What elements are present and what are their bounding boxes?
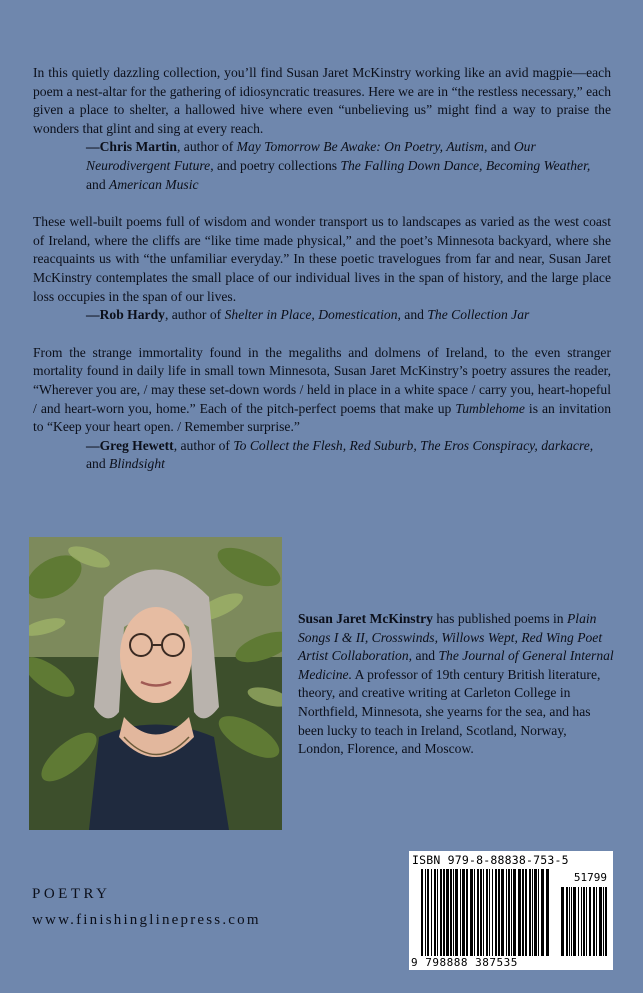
barcode-bar bbox=[506, 869, 507, 956]
text-run: has published poems in bbox=[432, 611, 567, 626]
blurb-author: —Rob Hardy bbox=[86, 307, 165, 323]
italic-title: American Music bbox=[109, 176, 199, 192]
isbn-text: ISBN 979-8-88838-753-5 bbox=[412, 853, 569, 867]
barcode-bar bbox=[522, 869, 524, 956]
text-run: is an invitation to “Keep your heart open. / Remember surprise.” bbox=[33, 400, 611, 435]
barcode-bar bbox=[443, 869, 445, 956]
barcode-bar bbox=[529, 869, 531, 956]
barcode-bar bbox=[532, 869, 533, 956]
barcode-bar bbox=[501, 869, 504, 956]
barcode-bar bbox=[446, 869, 449, 956]
barcode-bar bbox=[440, 869, 442, 956]
price-code: 51799 bbox=[573, 871, 607, 884]
text-run: and bbox=[400, 307, 428, 323]
barcode-bar bbox=[453, 869, 454, 956]
blurb-author: —Chris Martin bbox=[86, 139, 177, 155]
barcode-bar bbox=[538, 869, 539, 956]
barcode-addon-bar bbox=[578, 887, 579, 956]
barcode-bar bbox=[462, 869, 465, 956]
text-run: and bbox=[412, 648, 439, 664]
barcode-bars bbox=[409, 851, 613, 970]
barcode-bar bbox=[513, 869, 516, 956]
text-run: A professor of 19th century British literature, theory, and creative writing at Carleton College in Northfield, Minnesota, she yearns for the sea, and has been lucky to teach in Ireland, Scotland, Norway, London, Florence, and Moscow. bbox=[298, 666, 601, 757]
blurb-3 bbox=[33, 344, 611, 474]
barcode-bar bbox=[483, 869, 484, 956]
barcode-bar bbox=[495, 869, 497, 956]
isbn-barcode bbox=[409, 851, 613, 970]
barcode-bar bbox=[470, 869, 473, 956]
barcode-addon-bar bbox=[586, 887, 587, 956]
barcode-bar bbox=[474, 869, 475, 956]
barcode-addon-bar bbox=[596, 887, 597, 956]
barcode-bar bbox=[460, 869, 461, 956]
text-run: From the strange immortality found in the megaliths and dolmens of Ireland, to the even stranger mortality found in daily life in small town Minnesota, Susan Jaret McKinstry’s poetry assures the reader, “Wherever you are, / may these set-down words / held in place in a white space / carry you, heart-hopeful / and heart-worn you, home.” Each of the pitch-perfect poems that make up bbox=[33, 344, 611, 416]
barcode-addon-bar bbox=[593, 887, 595, 956]
italic-title: Plain Songs I & II, Crosswinds, Willows Wept, Red Wing Poet Artist Collaboration, bbox=[298, 611, 603, 664]
blurbs bbox=[33, 64, 611, 493]
italic-title: The Journal of General Internal Medicine. bbox=[298, 648, 614, 682]
barcode-bar bbox=[508, 869, 510, 956]
barcode-addon-bar bbox=[566, 887, 568, 956]
barcode-addon-bar bbox=[573, 887, 576, 956]
barcode-addon-bar bbox=[583, 887, 585, 956]
blurb-1 bbox=[33, 64, 611, 194]
attr-prefix: , author of bbox=[164, 307, 225, 323]
blurb-author: —Greg Hewett bbox=[86, 437, 174, 453]
blurb-attribution bbox=[86, 437, 611, 474]
italic-title: The Collection Jar bbox=[427, 307, 530, 323]
barcode-bar bbox=[498, 869, 500, 956]
italic-title: The Falling Down Dance, Becoming Weather, bbox=[340, 157, 591, 173]
barcode-bar bbox=[431, 869, 432, 956]
barcode-bar bbox=[427, 869, 429, 956]
barcode-addon-bar bbox=[569, 887, 570, 956]
barcode-bar bbox=[434, 869, 436, 956]
text-run: and bbox=[86, 176, 110, 192]
barcode-bar bbox=[455, 869, 458, 956]
barcode-bar bbox=[518, 869, 521, 956]
author-bio bbox=[298, 610, 614, 759]
barcode-addon-bar bbox=[561, 887, 564, 956]
barcode-bar bbox=[525, 869, 527, 956]
bio-text bbox=[298, 610, 614, 759]
barcode-bar bbox=[492, 869, 493, 956]
blurb-text: These well-built poems full of wisdom and wonder transport us to landscapes as varied as the west coast of Ireland, where the cliffs are “like time made physical,” and the poet’s Minnesota backyard, where she reacquaints us with “the unfamiliar everyday.” In these poetic travelogues from far and near, Susan Jaret McKinstry contemplates the small place of our individual lives in the span of history, and the large place loss occupies in the span of our lives. bbox=[33, 214, 611, 304]
text-run: , and poetry collections bbox=[210, 157, 341, 173]
blurb-attribution bbox=[86, 306, 611, 325]
bio-name: Susan Jaret McKinstry bbox=[298, 611, 433, 626]
barcode-bar bbox=[450, 869, 452, 956]
barcode-bar bbox=[466, 869, 468, 956]
italic-title: To Collect the Flesh, Red Suburb, The Eros Conspiracy, darkacre, bbox=[233, 437, 594, 453]
barcode-addon-bar bbox=[605, 887, 607, 956]
blurb-attribution bbox=[86, 138, 611, 194]
text-run: and bbox=[487, 139, 514, 155]
barcode-digits: 9 798888 387535 bbox=[411, 956, 518, 969]
italic-title: May Tomorrow Be Awake: On Poetry, Autism, bbox=[236, 139, 488, 155]
works bbox=[225, 307, 530, 322]
barcode-addon-bar bbox=[589, 887, 591, 956]
bio-body bbox=[298, 611, 614, 756]
barcode-bar bbox=[480, 869, 482, 956]
blurb-text: In this quietly dazzling collection, you’ll find Susan Jaret McKinstry working like an avid magpie—each poem a nest-altar for the gathering of idiosyncratic treasures. Here we are in “the restless necessary,” each given a place to shelter, a hallowed hive where even “unbelieving us” might find a way to praise the wonders that glint and sing at every reach. bbox=[33, 65, 611, 136]
barcode-bar bbox=[437, 869, 438, 956]
barcode-addon-bar bbox=[599, 887, 602, 956]
blurb-text bbox=[33, 344, 611, 437]
barcode-addon-bar bbox=[571, 887, 572, 956]
author-photo bbox=[29, 537, 282, 830]
italic-title: Our Neurodivergent Future bbox=[86, 139, 536, 173]
attr-prefix: , author of bbox=[177, 139, 237, 155]
barcode-bar bbox=[477, 869, 479, 956]
barcode-bar bbox=[534, 869, 537, 956]
italic-title: Shelter in Place, Domestication, bbox=[224, 307, 401, 323]
italic-title: Blindsight bbox=[109, 456, 165, 472]
attr-prefix: , author of bbox=[173, 437, 234, 453]
category-label: POETRY bbox=[32, 886, 111, 902]
italic-title: Tumblehome bbox=[455, 400, 525, 416]
barcode-bar bbox=[546, 869, 549, 956]
barcode-bar bbox=[425, 869, 426, 956]
barcode-addon-bar bbox=[581, 887, 582, 956]
barcode-bar bbox=[541, 869, 544, 956]
barcode-bar bbox=[486, 869, 488, 956]
blurb-2 bbox=[33, 213, 611, 325]
text-run: and bbox=[86, 456, 110, 472]
barcode-bar bbox=[489, 869, 490, 956]
publisher-website: www.finishinglinepress.com bbox=[32, 912, 261, 928]
barcode-bar bbox=[421, 869, 423, 956]
barcode-addon-bar bbox=[603, 887, 604, 956]
barcode-bar bbox=[511, 869, 512, 956]
